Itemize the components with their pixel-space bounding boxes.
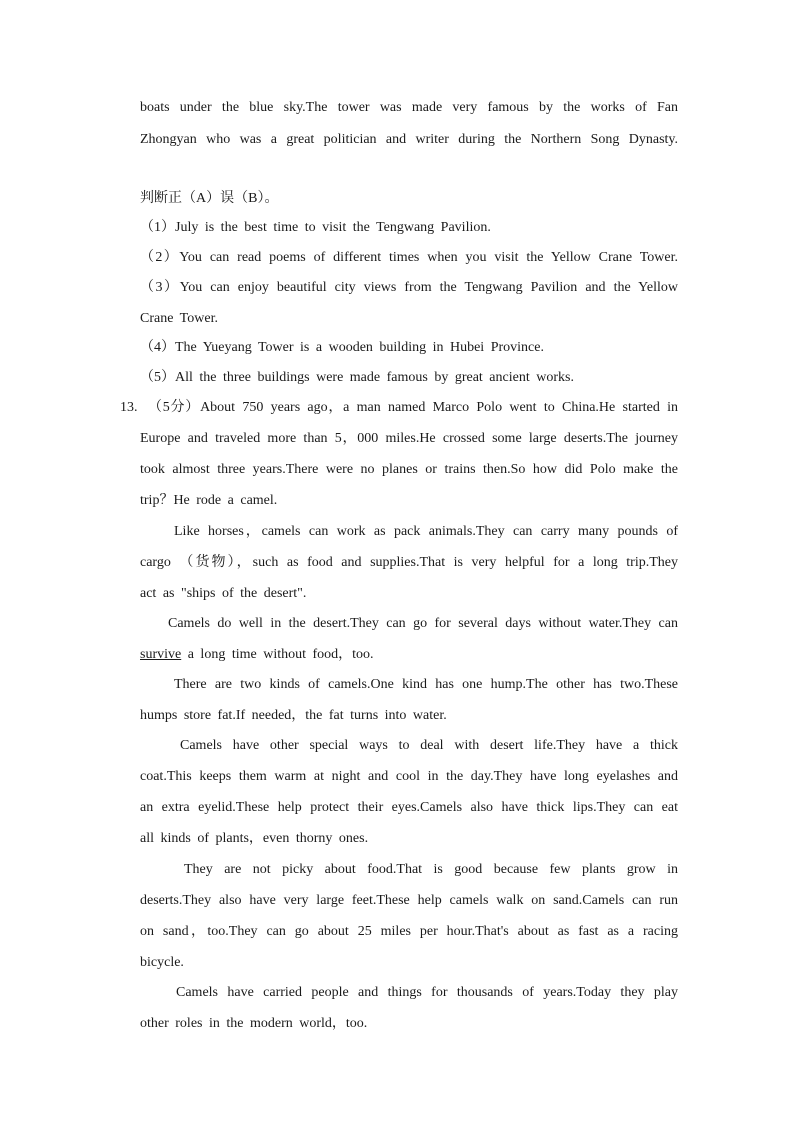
q13-line: Like horses，camels can work as pack animals.They can carry many pounds of	[174, 524, 678, 539]
q13-line: trip？He rode a camel.	[140, 493, 278, 508]
statement-3: （3）You can enjoy beautiful city views from the Tengwang Pavilion and the Yellow	[140, 280, 678, 295]
instruction: 判断正（A）误（B）。	[140, 191, 279, 206]
q13-line: Camels have carried people and things for thousands of years.Today they play	[176, 985, 678, 1000]
q13-line: （5分）About 750 years ago，a man named Marco Polo went to China.He started in	[148, 400, 678, 415]
passage-line: Zhongyan who was a great politician and writer during the Northern Song Dynasty.	[140, 132, 678, 147]
q13-line: act as "ships of the desert".	[140, 586, 307, 601]
statement-3-cont: Crane Tower.	[140, 311, 218, 326]
statement-5: （5）All the three buildings were made famous by great ancient works.	[140, 370, 574, 385]
q13-line: on sand，too.They can go about 25 miles per hour.That's about as fast as a racing	[140, 924, 678, 939]
q13-line-rest: a long time without food，too.	[181, 647, 374, 662]
question-number: 13.	[120, 400, 138, 415]
q13-line: There are two kinds of camels.One kind has one hump.The other has two.These	[174, 677, 678, 692]
q13-line	[140, 645, 678, 665]
passage-line: boats under the blue sky.The tower was made very famous by the works of Fan	[140, 100, 678, 115]
q13-line: deserts.They also have very large feet.These help camels walk on sand.Camels can run	[140, 893, 678, 908]
q13-line: Camels do well in the desert.They can go for several days without water.They can	[168, 616, 678, 631]
q13-line: They are not picky about food.That is good because few plants grow in	[184, 862, 678, 877]
statement-1: （1）July is the best time to visit the Tengwang Pavilion.	[140, 220, 491, 235]
underlined-word-survive: survive	[140, 647, 182, 662]
q13-line: an extra eyelid.These help protect their eyes.Camels also have thick lips.They can eat	[140, 800, 678, 815]
q13-line: cargo （货物），such as food and supplies.That is very helpful for a long trip.They	[140, 555, 678, 570]
statement-4: （4）The Yueyang Tower is a wooden building in Hubei Province.	[140, 340, 544, 355]
q13-line: coat.This keeps them warm at night and cool in the day.They have long eyelashes and	[140, 769, 678, 784]
q13-line: bicycle.	[140, 955, 184, 970]
q13-line: humps store fat.If needed，the fat turns into water.	[140, 708, 447, 723]
q13-line: other roles in the modern world，too.	[140, 1016, 368, 1031]
q13-line: Europe and traveled more than 5，000 miles.He crossed some large deserts.The journey	[140, 431, 678, 446]
statement-2: （2）You can read poems of different times when you visit the Yellow Crane Tower.	[140, 250, 678, 265]
q13-line: all kinds of plants，even thorny ones.	[140, 831, 369, 846]
q13-line: took almost three years.There were no planes or trains then.So how did Polo make the	[140, 462, 678, 477]
q13-line: Camels have other special ways to deal with desert life.They have a thick	[180, 738, 678, 753]
